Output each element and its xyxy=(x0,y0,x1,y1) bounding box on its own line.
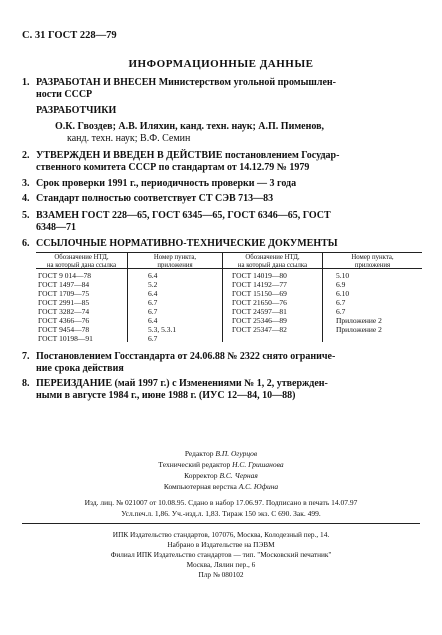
left-row-doc-1: ГОСТ 9 014—78 xyxy=(38,271,91,280)
item-4-number: 4. xyxy=(22,193,30,204)
credit-editor: Редактор В.П. Огурцов xyxy=(184,449,258,458)
developers-label: РАЗРАБОТЧИКИ xyxy=(36,105,117,116)
left-row-doc-2: ГОСТ 1497—84 xyxy=(38,280,90,289)
right-row-ref-3: 6.10 xyxy=(336,289,350,298)
item-7-number: 7. xyxy=(22,351,30,362)
item-7-text-cont: ние срока действия xyxy=(36,363,124,374)
item-6 xyxy=(22,238,417,250)
item-5 xyxy=(22,210,417,234)
item-2-text-cont: ственного комитета СССР по стандартам от 14.12.79 № 1979 xyxy=(36,162,310,173)
imprint-line-3: Филиал ИПК Издательство стандартов — тип. "Московский печатник" xyxy=(110,550,332,559)
right-row-doc-2: ГОСТ 14192—77 xyxy=(232,280,287,289)
left-row-doc-7: ГОСТ 9454—78 xyxy=(38,325,90,334)
left-row-doc-6: ГОСТ 4366—76 xyxy=(38,316,90,325)
print-line-1: Изд. лиц. № 021007 от 10.08.95. Сдано в набор 17.06.97. Подписано в печать 14.07.97 xyxy=(84,498,358,507)
print-line-2: Усл.печ.л. 1,86. Уч.-изд.л. 1,83. Тираж 150 экз. С 690. Зак. 499. xyxy=(121,509,321,518)
left-row-doc-8: ГОСТ 10198—91 xyxy=(38,334,93,343)
item-8 xyxy=(22,378,417,402)
item-2-text: постановлением Государ- xyxy=(222,150,340,161)
item-2 xyxy=(22,150,417,174)
right-row-ref-1: 5.10 xyxy=(336,271,350,280)
right-row-doc-1: ГОСТ 14019—80 xyxy=(232,271,287,280)
left-row-ref-5: 6.7 xyxy=(148,307,158,316)
th-doc-right: Обозначение НТД, на который дана ссылка xyxy=(237,254,308,269)
item-7-text: Постановлением Госстандарта от 24.06.88 № 2322 снято ограниче- xyxy=(36,351,336,362)
developers-line-1: О.К. Гвоздев; А.В. Иляхин, канд. техн. наук; А.П. Пименов, xyxy=(55,121,325,132)
imprint-divider xyxy=(22,523,420,524)
item-6-number: 6. xyxy=(22,238,30,249)
right-row-ref-2: 6.9 xyxy=(336,280,346,289)
right-row-ref-7: Приложение 2 xyxy=(336,325,382,334)
right-row-ref-4: 6.7 xyxy=(336,298,346,307)
credits-block xyxy=(0,448,442,492)
left-row-doc-3: ГОСТ 1709—75 xyxy=(38,289,90,298)
right-row-doc-6: ГОСТ 25346—89 xyxy=(232,316,287,325)
left-row-ref-4: 6.7 xyxy=(148,298,158,307)
item-5-text-cont: 6348—71 xyxy=(36,222,76,233)
item-1-text-cont: ности СССР xyxy=(36,89,93,100)
imprint-line-5: Плр № 080102 xyxy=(198,570,244,579)
section-title: ИНФОРМАЦИОННЫЕ ДАННЫЕ xyxy=(128,58,314,70)
developers-list xyxy=(55,121,417,145)
th-doc-left: Обозначение НТД, на который дана ссылка xyxy=(46,254,117,269)
item-5-text: ВЗАМЕН ГОСТ 228—65, ГОСТ 6345—65, ГОСТ 6346—65, ГОСТ xyxy=(36,210,331,221)
imprint-block xyxy=(22,530,420,580)
table-top-rule xyxy=(36,252,422,253)
right-row-doc-5: ГОСТ 24597—81 xyxy=(232,307,287,316)
left-row-ref-2: 5.2 xyxy=(148,280,158,289)
left-row-ref-7: 5.3, 5.3.1 xyxy=(148,325,177,334)
item-8-number: 8. xyxy=(22,378,30,389)
th-num-left: Номер пункта, приложения xyxy=(153,254,197,269)
item-1-text: Министерством угольной промышлен- xyxy=(156,77,336,88)
item-4-text: Стандарт полностью соответствует СТ СЭВ 713—83 xyxy=(36,193,274,204)
left-row-ref-6: 6.4 xyxy=(148,316,158,325)
item-3 xyxy=(22,178,417,190)
item-4 xyxy=(22,193,417,205)
credit-layout: Компьютерная верстка А.С. Юфина xyxy=(163,482,279,491)
item-8-heading: ПЕРЕИЗДАНИЕ xyxy=(36,378,113,389)
developers-line-2: канд. техн. наук; В.Ф. Семин xyxy=(67,133,191,144)
imprint-line-1: ИПК Издательство стандартов, 107076, Москва, Колодезный пер., 14. xyxy=(112,530,330,539)
item-2-number: 2. xyxy=(22,150,30,161)
credit-tech-editor: Технический редактор Н.С. Гришанова xyxy=(158,460,284,469)
left-row-ref-3: 6.4 xyxy=(148,289,158,298)
imprint-line-2: Набрано в Издательстве на ПЭВМ xyxy=(167,540,275,549)
item-3-text: Срок проверки 1991 г., периодичность проверки — 3 года xyxy=(36,178,297,189)
item-7 xyxy=(22,351,417,375)
right-row-ref-6: Приложение 2 xyxy=(336,316,382,325)
references-table xyxy=(36,252,422,344)
item-8-text: (май 1997 г.) с Изменениями № 1, 2, утвержден- xyxy=(112,378,328,389)
left-row-ref-1: 6.4 xyxy=(148,271,158,280)
print-details xyxy=(0,497,442,519)
item-2-heading: УТВЕРЖДЕН И ВВЕДЕН В ДЕЙСТВИЕ xyxy=(36,150,223,161)
th-num-right: Номер пункта, приложения xyxy=(351,254,394,269)
right-row-doc-4: ГОСТ 21650—76 xyxy=(232,298,287,307)
item-1 xyxy=(22,77,417,101)
item-1-number: 1. xyxy=(22,77,30,88)
right-row-ref-5: 6.7 xyxy=(336,307,346,316)
item-5-number: 5. xyxy=(22,210,30,221)
imprint-line-4: Москва, Лялин пер., 6 xyxy=(186,560,256,569)
item-6-text: ССЫЛОЧНЫЕ НОРМАТИВНО-ТЕХНИЧЕСКИЕ ДОКУМЕНТЫ xyxy=(36,238,338,249)
item-1-heading: РАЗРАБОТАН И ВНЕСЕН xyxy=(36,77,157,88)
item-3-number: 3. xyxy=(22,178,30,189)
item-8-text-cont: ными в августе 1984 г., июне 1988 г. (ИУС 12—84, 10—88) xyxy=(36,390,296,401)
right-row-doc-7: ГОСТ 25347—82 xyxy=(232,325,287,334)
left-row-doc-5: ГОСТ 3282—74 xyxy=(38,307,90,316)
left-row-ref-8: 6.7 xyxy=(148,334,158,343)
right-row-doc-3: ГОСТ 15150—69 xyxy=(232,289,287,298)
credit-corrector: Корректор В.С. Черная xyxy=(184,471,258,480)
page-header: С. 31 ГОСТ 228—79 xyxy=(22,30,117,41)
left-row-doc-4: ГОСТ 2991—85 xyxy=(38,298,90,307)
